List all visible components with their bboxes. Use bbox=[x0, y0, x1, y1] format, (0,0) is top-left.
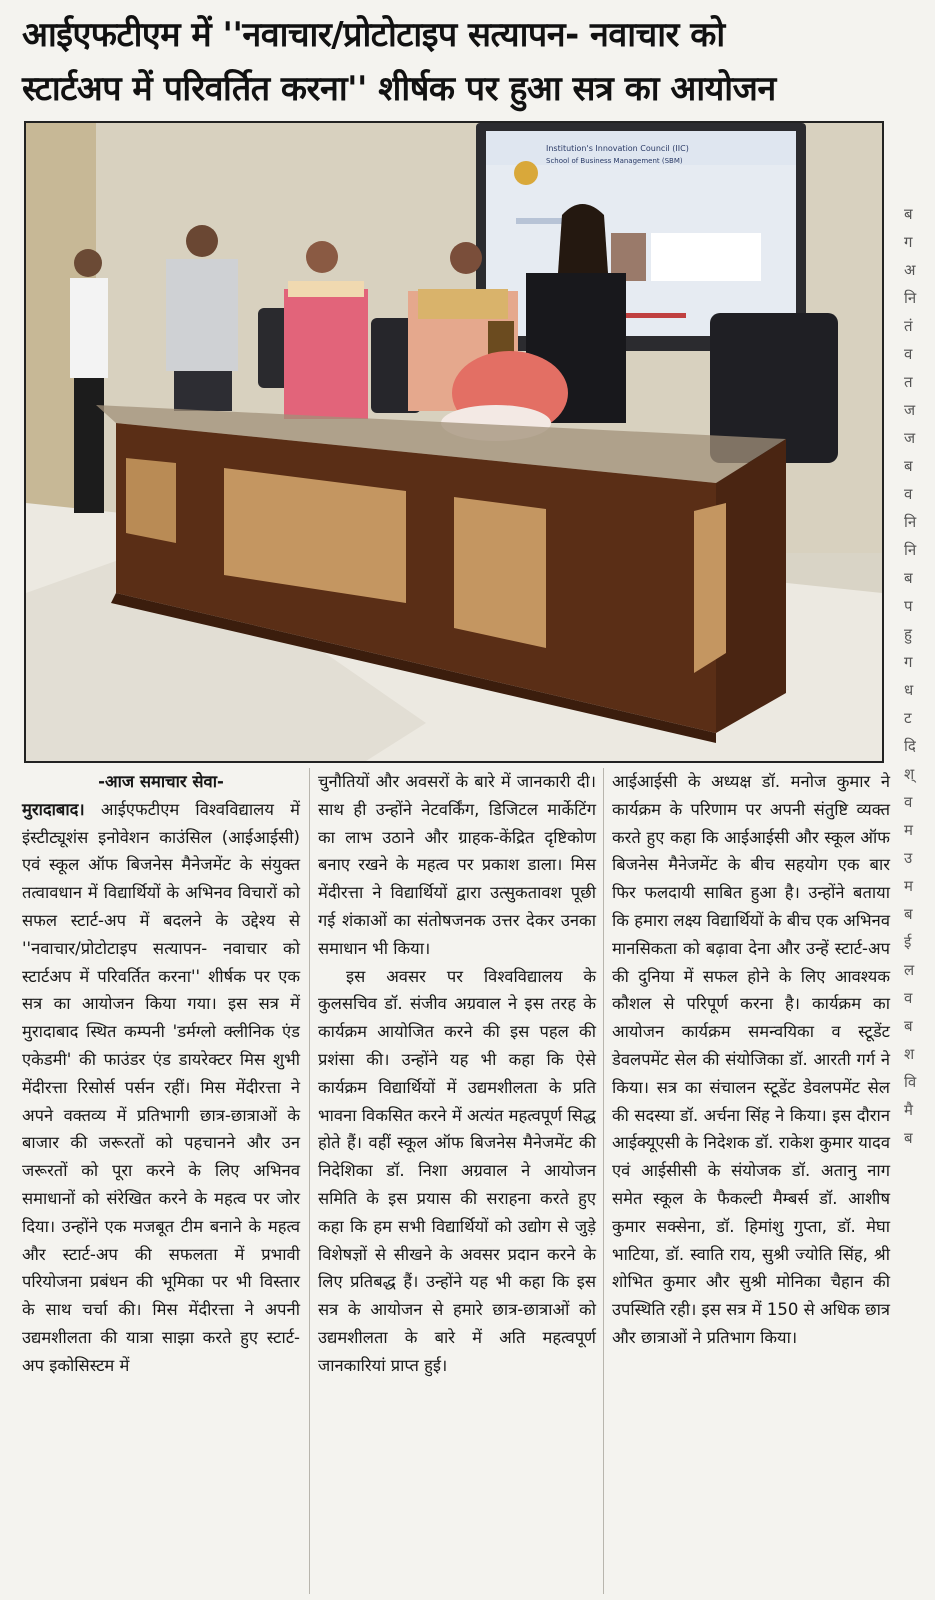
adjacent-fragment: मै bbox=[904, 1101, 913, 1119]
adjacent-fragment: ब bbox=[904, 1017, 913, 1035]
adjacent-fragment: ब bbox=[904, 1129, 913, 1147]
adjacent-fragment: श bbox=[904, 1045, 915, 1063]
adjacent-fragment: उ bbox=[904, 849, 913, 867]
adjacent-fragment: अ bbox=[904, 261, 916, 279]
desk-panel-1 bbox=[126, 458, 176, 543]
adjacent-fragment: ध bbox=[904, 681, 914, 699]
adjacent-fragment: ब bbox=[904, 457, 913, 475]
adjacent-fragment: ट bbox=[904, 709, 912, 727]
column-2 bbox=[318, 768, 596, 1594]
desk-panel-4 bbox=[694, 503, 726, 673]
screen-banner: Institution's Innovation Council (IIC) bbox=[546, 144, 689, 153]
column-1 bbox=[22, 768, 300, 1594]
university-logo bbox=[514, 161, 538, 185]
adjacent-fragment: श् bbox=[904, 765, 915, 783]
paragraph-2: चुनौतियों और अवसरों के बारे में जानकारी दी। साथ ही उन्होंने नेटवर्किंग, डिजिटल मार्केटिंग का लाभ उठाने और ग्राहक-केंद्रित दृष्टिकोण बनाए रखने के महत्व पर प्रकाश डाला। मिस मेंदीरत्ता ने विद्यार्थियों द्वारा उत्सुकतावश पूछी गई शंकाओं का संतोषजनक उत्तर देकर उनका समाधान भी किया। bbox=[318, 772, 596, 958]
adjacent-fragment: त bbox=[904, 373, 913, 391]
headline-line-1: आईएफटीएम में ''नवाचार/प्रोटोटाइप सत्यापन- नवाचार को bbox=[22, 15, 725, 55]
adjacent-fragment: ब bbox=[904, 569, 913, 587]
column-rule-1 bbox=[309, 768, 310, 1594]
adjacent-fragment: हु bbox=[904, 625, 912, 643]
adjacent-fragment: व bbox=[904, 989, 913, 1007]
screen-subtitle: School of Business Management (SBM) bbox=[546, 157, 683, 165]
event-photo bbox=[24, 121, 884, 763]
adjacent-fragment: नि bbox=[904, 513, 917, 531]
event-photo-illustration bbox=[26, 123, 882, 761]
paragraph-3: इस अवसर पर विश्वविद्यालय के कुलसचिव डॉ. संजीव अग्रवाल ने इस तरह के कार्यक्रम आयोजित करने की इस पहल की प्रशंसा की। उन्होंने यह भी कहा कि ऐसे कार्यक्रम विद्यार्थियों में उद्यमशीलता के प्रति भावना विकसित करने में अत्यंत महत्वपूर्ण सिद्ध होते हैं। वहीं स्कूल ऑफ बिजनेस मैनेजमेंट की निदेशिका डॉ. निशा अग्रवाल ने आयोजन समिति के इस प्रयास की सराहना करते हुए कहा कि हम सभी विद्यार्थियों को उद्योग से जुड़े विशेषज्ञों से सीखने के अवसर प्रदान करने के लिए प्रतिबद्ध हैं। उन्होंने यह भी कहा कि इस सत्र के आयोजन से हमारे छात्र-छात्राओं को उद्यमशीलता के बारे में अति महत्वपूर्ण जानकारियां प्राप्त हुई। bbox=[318, 966, 596, 1375]
adjacent-fragment: ग bbox=[904, 653, 913, 671]
adjacent-fragment: व bbox=[904, 793, 913, 811]
person-student bbox=[70, 249, 108, 513]
adjacent-fragment: ज bbox=[904, 401, 916, 419]
paragraph-1-text: आईएफटीएम विश्वविद्यालय में इंस्टीट्यूशंस इनोवेशन काउंसिल (आईआईसी) एवं स्कूल ऑफ बिजनेस मैनेजमेंट के संयुक्त तत्वावधान में विद्यार्थियों के अभिनव विचारों को सफल स्टार्ट-अप में बदलने के उद्देश्य से ''नवाचार/प्रोटोटाइप सत्यापन- नवाचार को स्टार्टअप में परिवर्तित करना'' शीर्षक पर एक सत्र का आयोजन किया गया। इस सत्र में मुरादाबाद स्थित कम्पनी 'डर्मग्लो क्लीनिक एंड एकेडमी' की फाउंडर एंड डायरेक्टर मिस शुभी मेंदीरत्ता रिसोर्स पर्सन रहीं। मिस मेंदीरत्ता ने अपने वक्तव्य में प्रतिभागी छात्र-छात्राओं के बाजार की जरूरतों को पहचानने और उन जरूरतों को पूरा करने के लिए अभिनव समाधानों को संरेखित करने के महत्व पर जोर दिया। उन्होंने एक मजबूत टीम बनाने के महत्व और स्टार्ट-अप की सफलता में प्रभावी परियोजना प्रबंधन की भूमिका पर भी विस्तार के साथ चर्चा की। मिस मेंदीरत्ता ने अपनी उद्यमशीलता की यात्रा साझा करते हुए स्टार्ट-अप इकोसिस्टम में bbox=[22, 799, 300, 1375]
award-plaque bbox=[488, 321, 514, 355]
adjacent-fragment: प bbox=[904, 597, 913, 615]
adjacent-fragment: तं bbox=[904, 317, 913, 335]
adjacent-fragment: दि bbox=[904, 737, 916, 755]
headline-line-2: स्टार्टअप में परिवर्तित करना'' शीर्षक पर हुआ सत्र का आयोजन bbox=[22, 69, 776, 109]
paragraph-1 bbox=[22, 796, 300, 1380]
column-rule-2 bbox=[603, 768, 604, 1594]
adjacent-article-edge bbox=[904, 200, 926, 1590]
adjacent-fragment: म bbox=[904, 877, 913, 895]
adjacent-fragment: ई bbox=[904, 933, 912, 951]
paragraph-4: आईआईसी के अध्यक्ष डॉ. मनोज कुमार ने कार्यक्रम के परिणाम पर अपनी संतुष्टि व्यक्त करते हुए कहा कि आईआईसी और स्कूल ऑफ बिजनेस मैनेजमेंट के बीच सहयोग एक बार फिर फलदायी साबित हुआ है। उन्होंने बताया कि हमारा लक्ष्य विद्यार्थियों के बीच एक अभिनव मानसिकता को बढ़ावा देना और उन्हें स्टार्ट-अप की दुनिया में सफल होने के लिए आवश्यक कौशल से परिपूर्ण करना है। कार्यक्रम का आयोजन कार्यक्रम समन्वयिका व स्टूडेंट डेवलपमेंट सेल की संयोजिका डॉ. आरती गर्ग ने किया। सत्र का संचालन स्टूडेंट डेवलपमेंट सेल की सदस्या डॉ. अर्चना सिंह ने किया। इस दौरान आईक्यूएसी के निदेशक डॉ. राकेश कुमार यादव एवं आईसीसी के संयोजक डॉ. अतानु नाग समेत स्कूल के फैकल्टी मैम्बर्स डॉ. आशीष कुमार सक्सेना, डॉ. हिमांशु गुप्ता, डॉ. मेघा भाटिया, डॉ. स्वाति राय, सुश्री ज्योति सिंह, श्री शोभित कुमार और सुश्री मोनिका चैहान की उपस्थिति रही। इस सत्र में 150 से अधिक छात्र और छात्राओं ने प्रतिभाग किया। bbox=[612, 772, 890, 1347]
desk-side bbox=[716, 439, 786, 733]
adjacent-fragment: ब bbox=[904, 205, 913, 223]
column-3 bbox=[612, 768, 890, 1594]
place-name: मुरादाबाद। bbox=[22, 799, 85, 819]
dateline: -आज समाचार सेवा- bbox=[98, 772, 224, 791]
adjacent-fragment: वि bbox=[904, 1073, 917, 1091]
adjacent-fragment: ग bbox=[904, 233, 913, 251]
adjacent-fragment: व bbox=[904, 345, 913, 363]
adjacent-fragment: म bbox=[904, 821, 913, 839]
desk-panel-3 bbox=[454, 497, 546, 648]
adjacent-fragment: व bbox=[904, 485, 913, 503]
headline bbox=[22, 8, 902, 116]
adjacent-fragment: नि bbox=[904, 541, 917, 559]
screen-speaker-card bbox=[651, 233, 761, 281]
adjacent-fragment: ब bbox=[904, 905, 913, 923]
adjacent-fragment: ज bbox=[904, 429, 916, 447]
adjacent-fragment: ल bbox=[904, 961, 915, 979]
adjacent-fragment: नि bbox=[904, 289, 917, 307]
